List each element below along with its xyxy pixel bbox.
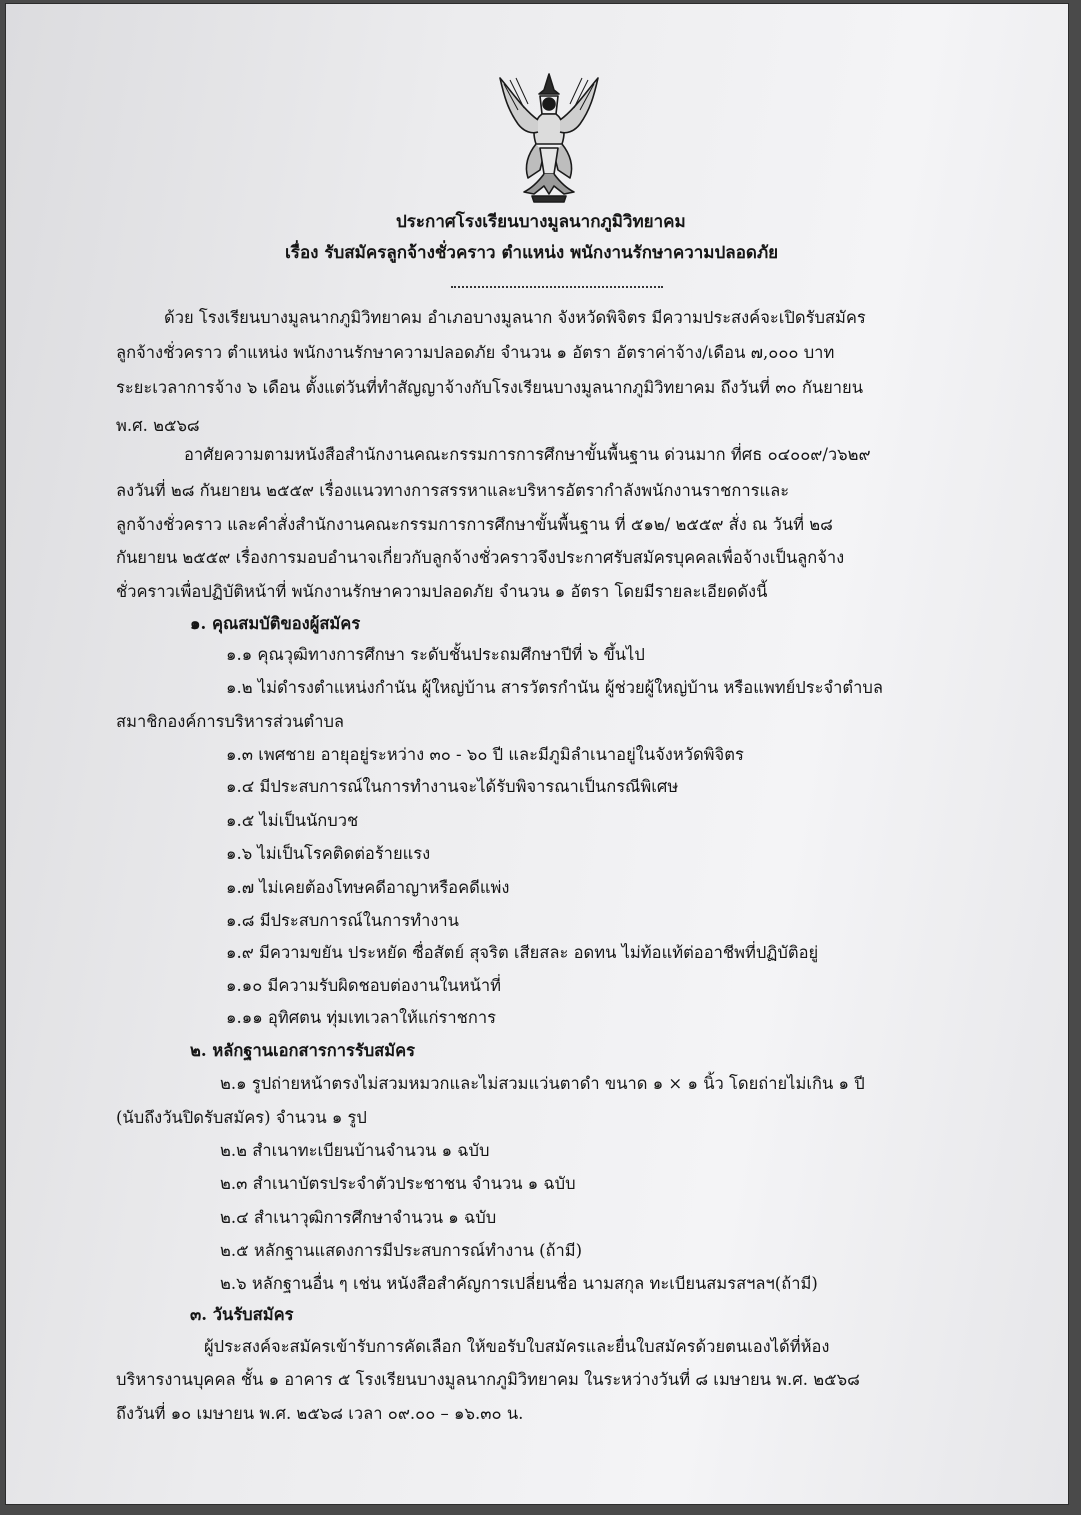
- list-item: ๒.๓ สำเนาบัตรประจำตัวประชาชน จำนวน ๑ ฉบับ: [220, 1174, 576, 1193]
- reference-line: กันยายน ๒๕๕๙ เรื่องการมอบอำนาจเกี่ยวกับลูกจ้างชั่วคราวจึงประกาศรับสมัครบุคคลเพื่อจ้างเป็นลูกจ้าง: [116, 548, 845, 567]
- list-item: ๑.๗ ไม่เคยต้องโทษคดีอาญาหรือคดีแพ่ง: [226, 878, 510, 897]
- reference-line: ลูกจ้างชั่วคราว และคำสั่งสำนักงานคณะกรรมการการศึกษาขั้นพื้นฐาน ที่ ๕๑๒/ ๒๕๕๙ สั่ง ณ วันที่ ๒๘: [116, 515, 833, 534]
- section-heading: ๒. หลักฐานเอกสารการรับสมัคร: [190, 1041, 416, 1060]
- section-heading: ๓. วันรับสมัคร: [190, 1305, 294, 1324]
- list-item: (นับถึงวันปิดรับสมัคร) จำนวน ๑ รูป: [116, 1108, 367, 1127]
- list-item: ๒.๒ สำเนาทะเบียนบ้านจำนวน ๑ ฉบับ: [220, 1141, 490, 1160]
- intro-line: ระยะเวลาการจ้าง ๖ เดือน ตั้งแต่วันที่ทำสัญญาจ้างกับโรงเรียนบางมูลนากภูมิวิทยาคม ถึงวันที่ ๓๐ กันยายน: [116, 378, 863, 397]
- list-item: ๑.๒ ไม่ดำรงตำแหน่งกำนัน ผู้ใหญ่บ้าน สารวัตรกำนัน ผู้ช่วยผู้ใหญ่บ้าน หรือแพทย์ประจำตำบล: [226, 678, 883, 697]
- intro-line: พ.ศ. ๒๕๖๘: [116, 416, 200, 435]
- body-line: ถึงวันที่ ๑๐ เมษายน พ.ศ. ๒๕๖๘ เวลา ๐๙.๐๐ – ๑๖.๓๐ น.: [116, 1404, 524, 1423]
- list-item: ๒.๔ สำเนาวุฒิการศึกษาจำนวน ๑ ฉบับ: [220, 1208, 497, 1227]
- reference-line: อาศัยความตามหนังสือสำนักงานคณะกรรมการการศึกษาขั้นพื้นฐาน ด่วนมาก ที่ศธ ๐๔๐๐๙/ว๖๒๙: [184, 445, 871, 464]
- body-line: ผู้ประสงค์จะสมัครเข้ารับการคัดเลือก ให้ขอรับใบสมัครและยื่นใบสมัครด้วยตนเองได้ที่ห้อง: [204, 1337, 830, 1356]
- list-item: ๑.๘ มีประสบการณ์ในการทำงาน: [226, 911, 459, 930]
- list-item: ๑.๖ ไม่เป็นโรคติดต่อร้ายแรง: [226, 844, 431, 863]
- document-page: [6, 4, 1068, 1504]
- list-item: ๑.๕ ไม่เป็นนักบวช: [226, 811, 359, 830]
- body-line: บริหารงานบุคคล ชั้น ๑ อาคาร ๕ โรงเรียนบางมูลนากภูมิวิทยาคม ในระหว่างวันที่ ๘ เมษายน พ.ศ. ๒๕๖๘: [116, 1370, 860, 1389]
- list-item: ๑.๙ มีความขยัน ประหยัด ซื่อสัตย์ สุจริต เสียสละ อดทน ไม่ท้อแท้ต่ออาชีพที่ปฏิบัติอยู่: [226, 943, 819, 962]
- list-item: ๒.๑ รูปถ่ายหน้าตรงไม่สวมหมวกและไม่สวมแว่นตาดำ ขนาด ๑ × ๑ นิ้ว โดยถ่ายไม่เกิน ๑ ปี: [220, 1074, 865, 1093]
- list-item: สมาชิกองค์การบริหารส่วนตำบล: [116, 712, 345, 731]
- list-item: ๑.๔ มีประสบการณ์ในการทำงานจะได้รับพิจารณาเป็นกรณีพิเศษ: [226, 777, 679, 796]
- list-item: ๑.๑ คุณวุฒิทางการศึกษา ระดับชั้นประถมศึกษาปีที่ ๖ ขึ้นไป: [226, 645, 645, 664]
- reference-line: ลงวันที่ ๒๘ กันยายน ๒๕๕๙ เรื่องแนวทางการสรรหาและบริหารอัตรากำลังพนักงานราชการและ: [116, 481, 790, 500]
- list-item: ๑.๓ เพศชาย อายุอยู่ระหว่าง ๓๐ - ๖๐ ปี และมีภูมิลำเนาอยู่ในจังหวัดพิจิตร: [226, 745, 744, 764]
- section-heading: ๑. คุณสมบัติของผู้สมัคร: [190, 614, 361, 633]
- intro-line: ลูกจ้างชั่วคราว ตำแหน่ง พนักงานรักษาความปลอดภัย จำนวน ๑ อัตรา อัตราค่าจ้าง/เดือน ๗,๐๐๐ บาท: [116, 343, 835, 362]
- announcement-title: ประกาศโรงเรียนบางมูลนากภูมิวิทยาคม: [396, 212, 686, 232]
- list-item: ๑.๑๐ มีความรับผิดชอบต่องานในหน้าที่: [226, 976, 501, 995]
- list-item: ๒.๖ หลักฐานอื่น ๆ เช่น หนังสือสำคัญการเปลี่ยนชื่อ นามสกุล ทะเบียนสมรสฯลฯ(ถ้ามี): [220, 1274, 818, 1293]
- list-item: ๒.๕ หลักฐานแสดงการมีประสบการณ์ทำงาน (ถ้ามี): [220, 1241, 583, 1260]
- reference-line: ชั่วคราวเพื่อปฏิบัติหน้าที่ พนักงานรักษาความปลอดภัย จำนวน ๑ อัตรา โดยมีรายละเอียดดังนี้: [116, 582, 768, 601]
- list-item: ๑.๑๑ อุทิศตน ทุ่มเทเวลาให้แก่ราชการ: [226, 1008, 496, 1027]
- garuda-emblem-icon: [494, 70, 604, 204]
- announcement-subject: เรื่อง รับสมัครลูกจ้างชั่วคราว ตำแหน่ง พนักงานรักษาความปลอดภัย: [285, 243, 779, 263]
- divider: [451, 286, 663, 288]
- intro-line: ด้วย โรงเรียนบางมูลนากภูมิวิทยาคม อำเภอบางมูลนาก จังหวัดพิจิตร มีความประสงค์จะเปิดรับสมัคร: [164, 308, 866, 327]
